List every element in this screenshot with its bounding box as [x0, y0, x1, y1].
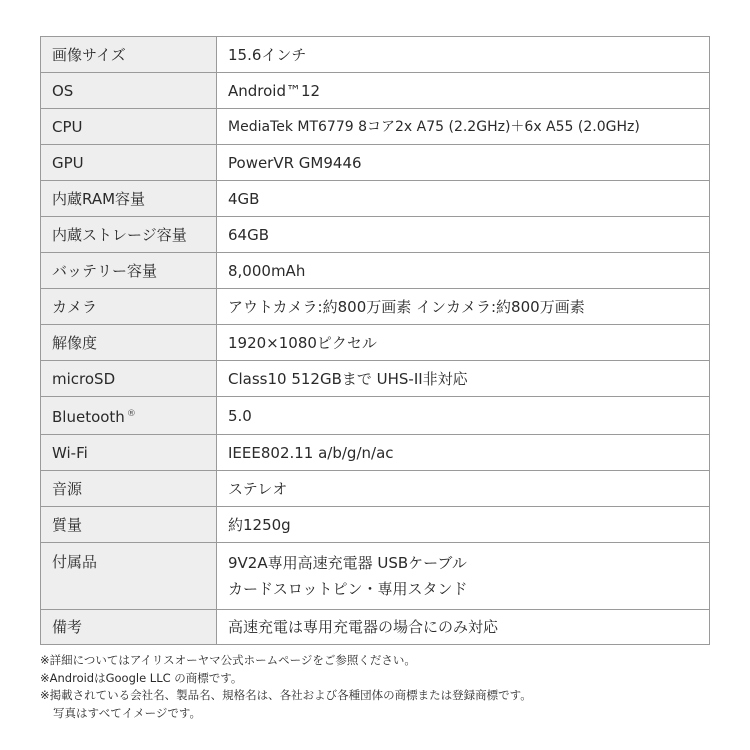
spec-value: アウトカメラ:約800万画素 インカメラ:約800万画素	[217, 289, 710, 325]
spec-label: 画像サイズ	[41, 37, 217, 73]
spec-value: PowerVR GM9446	[217, 145, 710, 181]
spec-label: 質量	[41, 507, 217, 543]
spec-value: 64GB	[217, 217, 710, 253]
spec-row-os	[41, 73, 710, 109]
spec-row-resolution	[41, 325, 710, 361]
spec-label: CPU	[41, 109, 217, 145]
spec-label: Wi-Fi	[41, 435, 217, 471]
spec-value: Class10 512GBまで UHS-II非対応	[217, 361, 710, 397]
spec-label: 音源	[41, 471, 217, 507]
spec-label-cell	[41, 397, 217, 435]
spec-value: 高速充電は専用充電器の場合にのみ対応	[217, 610, 710, 645]
spec-label: カメラ	[41, 289, 217, 325]
footnote: ※AndroidはGoogle LLC の商標です。	[40, 670, 243, 685]
spec-row-ram	[41, 181, 710, 217]
spec-label: 付属品	[41, 543, 217, 610]
spec-row-weight	[41, 507, 710, 543]
footnotes	[40, 652, 730, 722]
footnote: 写真はすべてイメージです。	[53, 705, 202, 720]
spec-value: 8,000mAh	[217, 253, 710, 289]
spec-value: 1920×1080ピクセル	[217, 325, 710, 361]
spec-row-bluetooth	[41, 397, 710, 435]
spec-row-cpu	[41, 109, 710, 145]
spec-row-storage	[41, 217, 710, 253]
footnote: ※詳細についてはアイリスオーヤマ公式ホームページをご参照ください。	[40, 653, 416, 667]
spec-row-camera	[41, 289, 710, 325]
spec-label: GPU	[41, 145, 217, 181]
spec-row-wifi	[41, 435, 710, 471]
spec-row-remarks	[41, 610, 710, 645]
spec-label: 備考	[41, 610, 217, 645]
spec-label: 解像度	[41, 325, 217, 361]
spec-value-line: 9V2A専用高速充電器 USBケーブル	[228, 554, 467, 572]
spec-table	[40, 36, 710, 645]
spec-value: ステレオ	[217, 471, 710, 507]
spec-value: Android™12	[217, 73, 710, 109]
registered-mark: ®	[126, 409, 136, 419]
spec-value: 5.0	[217, 397, 710, 435]
spec-row-battery	[41, 253, 710, 289]
spec-row-accessories	[41, 543, 710, 610]
spec-row-microsd	[41, 361, 710, 397]
spec-value: MediaTek MT6779 8コア2x A75 (2.2GHz)＋6x A55 (2.0GHz)	[217, 109, 710, 145]
spec-row-audio	[41, 471, 710, 507]
spec-label: 内蔵ストレージ容量	[41, 217, 217, 253]
spec-row-screen-size	[41, 37, 710, 73]
spec-value-cell	[217, 543, 710, 610]
spec-label: バッテリー容量	[41, 253, 217, 289]
spec-value: IEEE802.11 a/b/g/n/ac	[217, 435, 710, 471]
spec-value: 4GB	[217, 181, 710, 217]
spec-row-gpu	[41, 145, 710, 181]
spec-value-line: カードスロットピン・専用スタンド	[228, 580, 468, 598]
footnote: ※掲載されている会社名、製品名、規格名は、各社および各種団体の商標または登録商標です。	[40, 688, 532, 702]
spec-value: 15.6インチ	[217, 37, 710, 73]
spec-label: Bluetooth	[52, 408, 125, 426]
spec-label: 内蔵RAM容量	[41, 181, 217, 217]
spec-value: 約1250g	[217, 507, 710, 543]
spec-label: OS	[41, 73, 217, 109]
spec-label: microSD	[41, 361, 217, 397]
